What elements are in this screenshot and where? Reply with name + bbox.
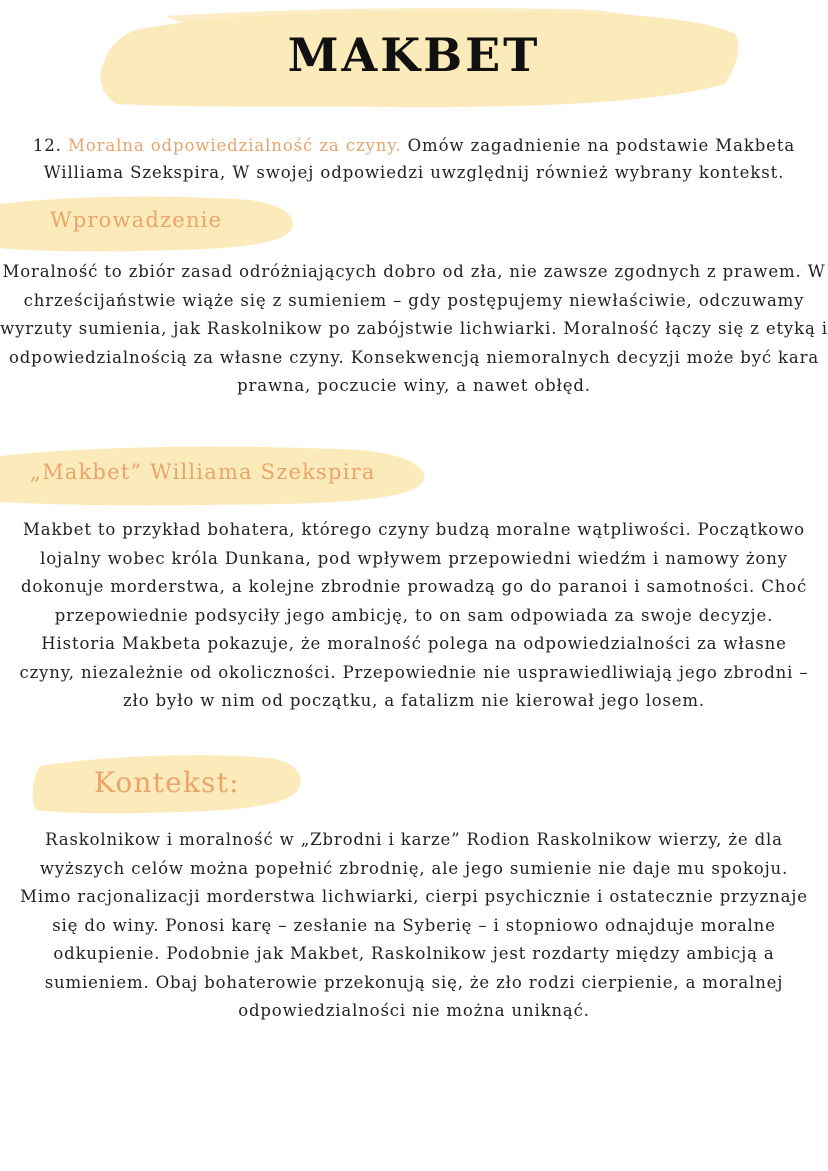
makbet-heading: „Makbet” Williama Szekspira <box>30 460 376 484</box>
intro-paragraph: Moralność to zbiór zasad odróżniających dobro od zła, nie zawsze zgodnych z prawem. W chrześcijaństwie wiąże się z sumieniem – gdy postępujemy niewłaściwie, odczuwamy wyrzuty sumienia, jak Raskolnikow po zabójstwie lichwiarki. Moralność łączy się z etyką i odpowiedzialnością za własne czyny. Konsekwencją niemoralnych decyzji może być kara prawna, poczucie winy, a nawet obłęd. <box>0 262 828 395</box>
question-block <box>20 132 808 186</box>
context-paragraph: Raskolnikow i moralność w „Zbrodni i karze” Rodion Raskolnikow wierzy, że dla wyższych celów można popełnić zbrodnię, ale jego sumienie nie daje mu spokoju. Mimo racjonalizacji morderstwa lichwiarki, cierpi psychicznie i ostatecznie przyznaje się do winy. Ponosi karę – zesłanie na Syberię – i stopniowo odnajduje moralne odkupienie. Podobnie jak Makbet, Raskolnikow jest rozdarty między ambicją a sumieniem. Obaj bohaterowie przekonują się, że zło rodzi cierpienie, a moralnej odpowiedzialności nie można uniknąć. <box>20 830 808 1020</box>
intro-heading: Wprowadzenie <box>50 208 223 232</box>
makbet-paragraph: Makbet to przykład bohatera, którego czyny budzą moralne wątpliwości. Początkowo lojalny wobec króla Dunkana, pod wpływem przepowiedni wiedźm i namowy żony dokonuje morderstwa, a kolejne zbrodnie prowadzą go do paranoi i samotności. Choć przepowiednie podsyciły jego ambicję, to on sam odpowiada za swoje decyzje. Historia Makbeta pokazuje, że moralność polega na odpowiedzialności za własne czyny, niezależnie od okoliczności. Przepowiednie nie usprawiedliwiają jego zbrodni – zło było w nim od początku, a fatalizm nie kierował jego losem. <box>19 520 809 710</box>
question-instruction: Omów zagadnienie na podstawie Makbeta Williama Szekspira, W swojej odpowiedzi uwzględnij również wybrany kontekst. <box>43 136 796 182</box>
context-heading: Kontekst: <box>94 766 240 799</box>
page-title: MAKBET <box>287 28 541 82</box>
question-number: 12. <box>32 136 62 155</box>
question-topic: Moralna odpowiedzialność za czyny. <box>67 136 402 155</box>
